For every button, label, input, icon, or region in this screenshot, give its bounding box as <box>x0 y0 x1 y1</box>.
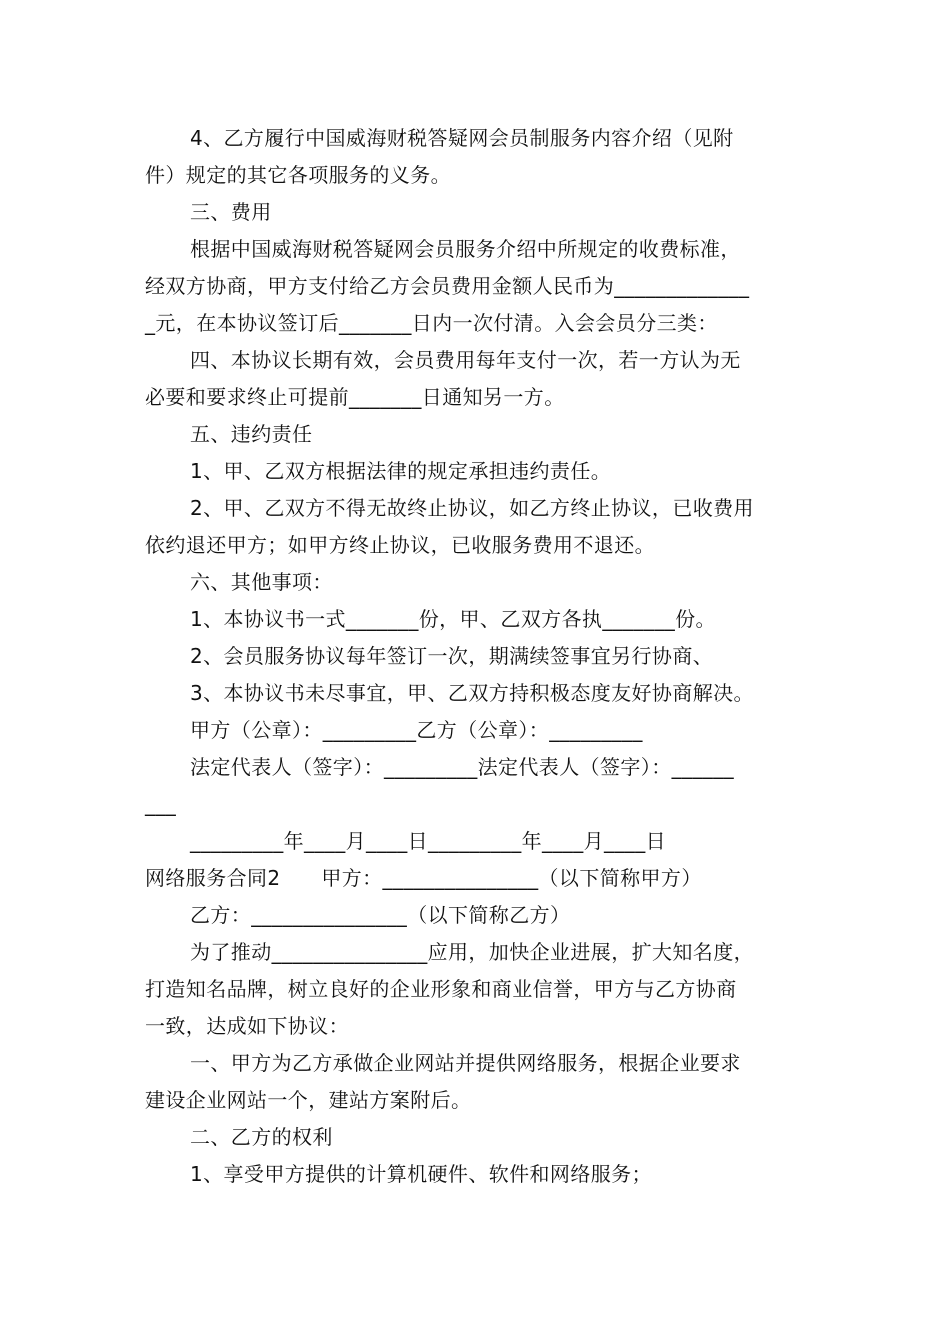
signature-line: 法定代表人（签字）：_________法定代表人（签字）：______ <box>190 755 734 779</box>
paragraph-line: 3、本协议书未尽事宜，甲、乙双方持积极态度友好协商解决。 <box>190 681 754 705</box>
paragraph-line: 建设企业网站一个，建站方案附后。 <box>145 1088 472 1112</box>
paragraph-line: 一致，达成如下协议： <box>145 1014 349 1038</box>
section-heading: 三、费用 <box>190 200 272 224</box>
paragraph-line: 2、甲、乙双方不得无故终止协议，如乙方终止协议，已收费用 <box>190 496 754 520</box>
section-heading: 五、违约责任 <box>190 422 313 446</box>
paragraph-line: _元，在本协议签订后_______日内一次付清。入会会员分三类： <box>145 311 718 335</box>
paragraph-line: 件）规定的其它各项服务的义务。 <box>145 163 451 187</box>
paragraph-line: 根据中国威海财税答疑网会员服务介绍中所规定的收费标准， <box>190 237 741 261</box>
paragraph-line: 一、甲方为乙方承做企业网站并提供网络服务，根据企业要求 <box>190 1051 741 1075</box>
paragraph-line: 2、会员服务协议每年签订一次，期满续签事宜另行协商、 <box>190 644 714 668</box>
section-heading: 六、其他事项： <box>190 570 333 594</box>
paragraph-line: 经双方协商，甲方支付给乙方会员费用金额人民币为_____________ <box>145 274 750 298</box>
paragraph-line: 依约退还甲方；如甲方终止协议，已收服务费用不退还。 <box>145 533 655 557</box>
signature-line: ___ <box>145 792 177 816</box>
paragraph-line: 必要和要求终止可提前_______日通知另一方。 <box>145 385 565 409</box>
contract-title-line: 网络服务合同2 甲方：_______________（以下简称甲方） <box>145 866 702 890</box>
signature-line: 甲方（公章）：_________乙方（公章）：_________ <box>190 718 643 742</box>
paragraph-line: 1、享受甲方提供的计算机硬件、软件和网络服务； <box>190 1162 652 1186</box>
date-line: _________年____月____日_________年____月____日 <box>190 829 666 853</box>
paragraph-line: 打造知名品牌，树立良好的企业形象和商业信誉，甲方与乙方协商 <box>145 977 737 1001</box>
party-line: 乙方：_______________（以下简称乙方） <box>190 903 571 927</box>
paragraph-line: 1、本协议书一式_______份，甲、乙双方各执_______份。 <box>190 607 716 631</box>
paragraph-line: 四、本协议长期有效，会员费用每年支付一次，若一方认为无 <box>190 348 741 372</box>
paragraph-line: 为了推动_______________应用，加快企业进展，扩大知名度， <box>190 940 754 964</box>
paragraph-line: 4、乙方履行中国威海财税答疑网会员制服务内容介绍（见附 <box>190 126 734 150</box>
section-heading: 二、乙方的权利 <box>190 1125 333 1149</box>
paragraph-line: 1、甲、乙双方根据法律的规定承担违约责任。 <box>190 459 612 483</box>
